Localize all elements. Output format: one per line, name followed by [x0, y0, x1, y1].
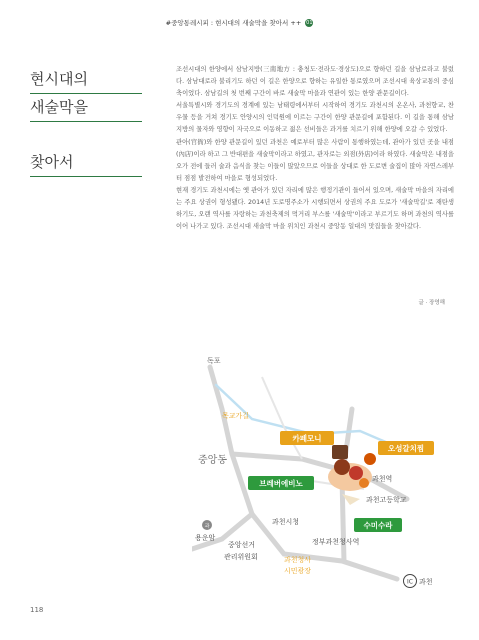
- restaurant-marker-bread: [248, 476, 314, 490]
- svg-text:IC: IC: [407, 578, 413, 586]
- article-body: [176, 64, 454, 233]
- restaurant-marker-cafe: [280, 431, 334, 445]
- restaurant-name: 오성갈치찜: [387, 444, 425, 453]
- map-label-election-2: 관리위원회: [224, 553, 258, 561]
- running-header: [0, 18, 479, 27]
- map-label-school: 과천고등학교: [366, 496, 407, 504]
- restaurant-marker-galchi: [378, 441, 434, 455]
- paragraph: 서울특별시와 경기도의 경계에 있는 남태령에서부터 시작하여 경기도 과천시의 온온사, 과천향교, 찬 우물 등을 거쳐 경기도 안양시의 인덕원에 이르는 구간이 한양 관문길에 포함된다. 이 길을 통해 삼남지방의 물자와 영향이 자국으로 이동하고 젊은 선비들은 과거를 치르기 위해 한양에 오갈 수 있었다.: [176, 102, 454, 134]
- restaurant-name: 수미수라: [363, 521, 393, 530]
- subway-mark: [202, 520, 212, 530]
- restaurant-name: 카페모니: [292, 434, 322, 443]
- map-label-top-road: 독포: [207, 357, 221, 365]
- restaurant-name: 브레버에비노: [259, 479, 303, 488]
- map-label-street: 목교가길: [222, 412, 250, 420]
- svg-text:과: 과: [204, 523, 210, 530]
- title-line-1: 현시대의: [30, 66, 142, 94]
- paragraph: 조선시대의 한양에서 삼남지방(三南地方 : 충청도·전라도·경상도)으로 향하던 길을 삼남로라고 불렀다. 삼남대로라 불리기도 하던 이 길은 한양으로 향하는 유일한 통로였으며 조선시대 육상교통의 중심축이었다. 삼남길의 첫 번째 구간이 바로 새술막 마을과 연관이 있는 한양 관문길이다.: [176, 66, 454, 98]
- article-title: [30, 66, 142, 177]
- title-line-2: 새술막을: [30, 94, 142, 122]
- map-label-left-area: 용운암: [195, 534, 216, 542]
- page-number: 118: [30, 606, 44, 614]
- section-title: #중앙통레시피 : 현시대의 새술막을 찾아서 ++: [165, 19, 302, 27]
- map-label-gov-complex-2: 시민광장: [284, 567, 312, 575]
- title-line-3: 찾아서: [30, 149, 142, 177]
- section-badge: 01: [306, 20, 313, 26]
- map-label-cityhall: 과천시청: [272, 518, 300, 526]
- map-label-election: 중앙선거: [228, 541, 256, 549]
- area-map: [192, 349, 436, 594]
- map-label-gov-complex: 과천청사: [284, 556, 312, 564]
- map-label-gov-station: 정부과천청사역: [312, 538, 360, 546]
- restaurant-marker-sumi: [354, 518, 402, 532]
- author-credit: 글 · 장영해: [418, 300, 445, 306]
- paragraph: 현재 경기도 과천시에는 옛 관아가 있던 자리에 많은 행정기관이 들어서 있으며, 새술막 마을의 자리에는 주요 상권이 형성됐다. 2014년 도로명주소가 시행되면서 상권의 주요 도로가 '새술막길'로 재탄생하기도, 오랜 역사를 자랑하는 과천축제의 먹거리 부스를 '새술막'이라고 부르기도 하며 과천의 역사를 이어 나가고 있다. 조선시대 새술막 마을 위치인 과천시 중앙동 일대의 맛집들을 찾아갔다.: [176, 186, 454, 231]
- map-label-district: 중앙동: [198, 455, 227, 466]
- paragraph: 관아(官衙)와 한양 관문길이 있던 과천은 예로부터 많은 사람이 통행하였는데, 관아가 있던 곳을 내점(內店)이라 하고 그 반대편을 새술막이라고 하였고, 관자로는 외점(外店)이라 하였다. 새술막은 내점을 오가 전에 들러 술과 음식을 찾는 이들이 많았으므로 이들을 상대로 한 도로변 술집이 많아 자연스레부터 점점 발전하여 마을로 형성되었다.: [176, 138, 455, 182]
- map-label-ic: 과천: [419, 578, 433, 586]
- map-label-station: 과천역: [372, 475, 393, 483]
- ic-marker: [404, 575, 417, 588]
